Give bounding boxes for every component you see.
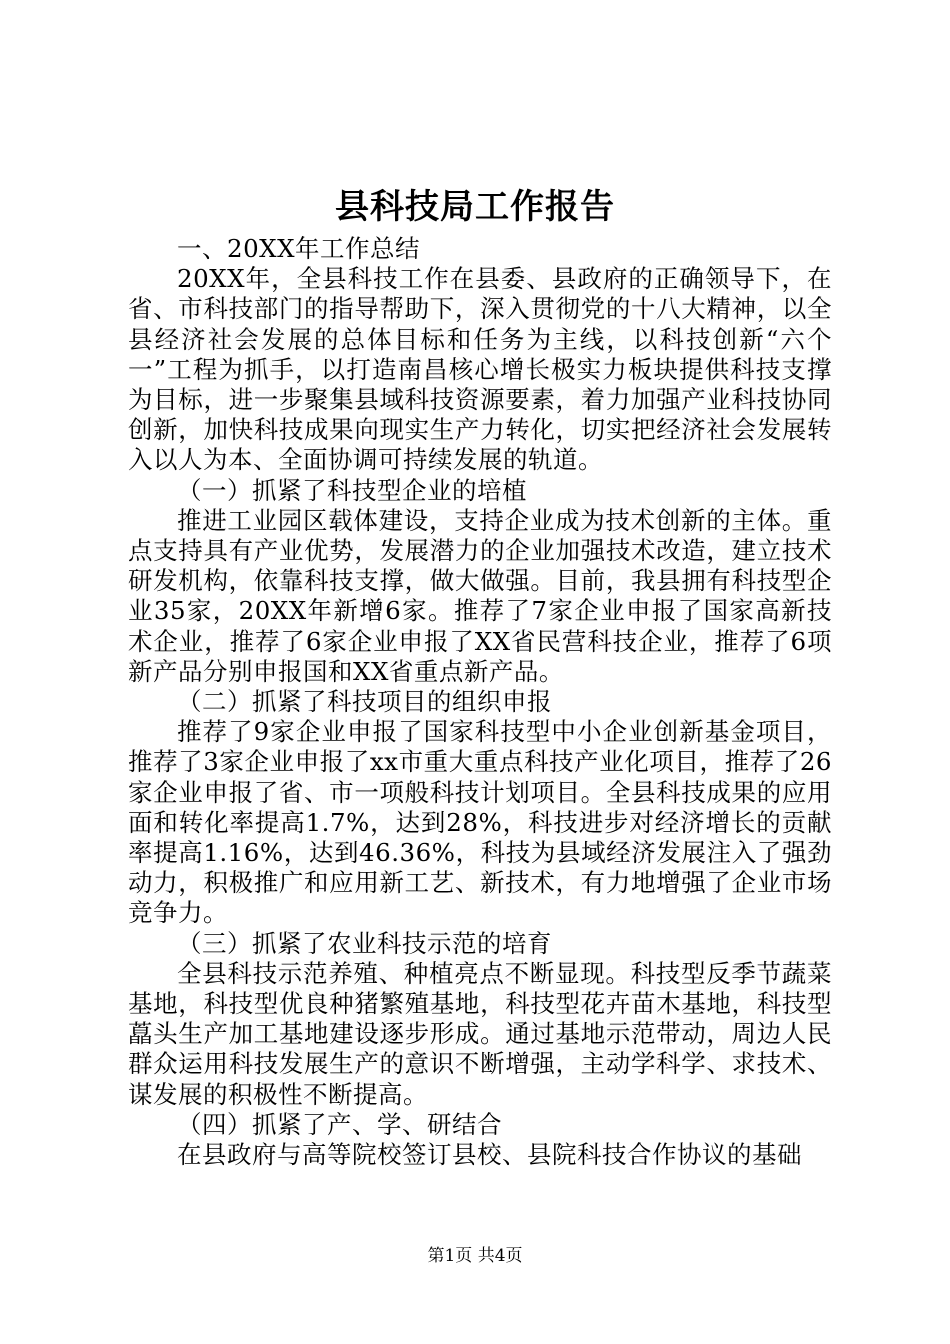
document-title: 县科技局工作报告 <box>335 187 615 227</box>
section-heading: 一、20XX年工作总结 <box>177 234 421 263</box>
body-paragraph: 推荐了9家企业申报了国家科技型中小企业创新基金项目，推荐了3家企业申报了xx市重大重点科技产业化项目，推荐了26家企业申报了省、市一项般科技计划项目。全县科技成果的应用面和转化率提高1.7%，达到28%，科技进步对经济增长的贡献率提高1.16%，达到46.36%，科技为县域经济发展注入了强劲动力，积极推广和应用新工艺、新技术，有力地增强了企业市场竞争力。 <box>128 717 832 928</box>
page-number-footer: 第1页 共4页 <box>427 1246 523 1266</box>
section-heading: （四）抓紧了产、学、研结合 <box>177 1109 502 1139</box>
body-paragraph: 20XX年，全县科技工作在县委、县政府的正确领导下，在省、市科技部门的指导帮助下，深入贯彻党的十八大精神，以全县经济社会发展的总体目标和任务为主线，以科技创新“六个一”工程为抓手，以打造南昌核心增长极实力板块提供科技支撑为目标，进一步聚集县域科技资源要素，着力加强产业科技协同创新，加快科技成果向现实生产力转化，切实把经济社会发展转入以人为本、全面协调可持续发展的轨道。 <box>128 264 832 475</box>
body-paragraph: 推进工业园区载体建设，支持企业成为技术创新的主体。重点支持具有产业优势，发展潜力的企业加强技术改造，建立技术研发机构，依靠科技支撑，做大做强。目前，我县拥有科技型企业35家，20XX年新增6家。推荐了7家企业申报了国家高新技术企业，推荐了6家企业申报了XX省民营科技企业，推荐了6项新产品分别申报国和XX省重点新产品。 <box>128 505 832 686</box>
section-heading: （三）抓紧了农业科技示范的培育 <box>177 928 552 958</box>
document-body <box>128 234 832 1170</box>
section-heading: （二）抓紧了科技项目的组织申报 <box>177 687 552 717</box>
body-paragraph: 在县政府与高等院校签订县校、县院科技合作协议的基础 <box>177 1140 802 1170</box>
section-heading: （一）抓紧了科技型企业的培植 <box>177 475 527 505</box>
body-paragraph: 全县科技示范养殖、种植亮点不断显现。科技型反季节蔬菜基地，科技型优良种猪繁殖基地，科技型花卉苗木基地，科技型藠头生产加工基地建设逐步形成。通过基地示范带动，周边人民群众运用科技发展生产的意识不断增强，主动学科学、求技术、谋发展的积极性不断提高。 <box>128 958 832 1109</box>
